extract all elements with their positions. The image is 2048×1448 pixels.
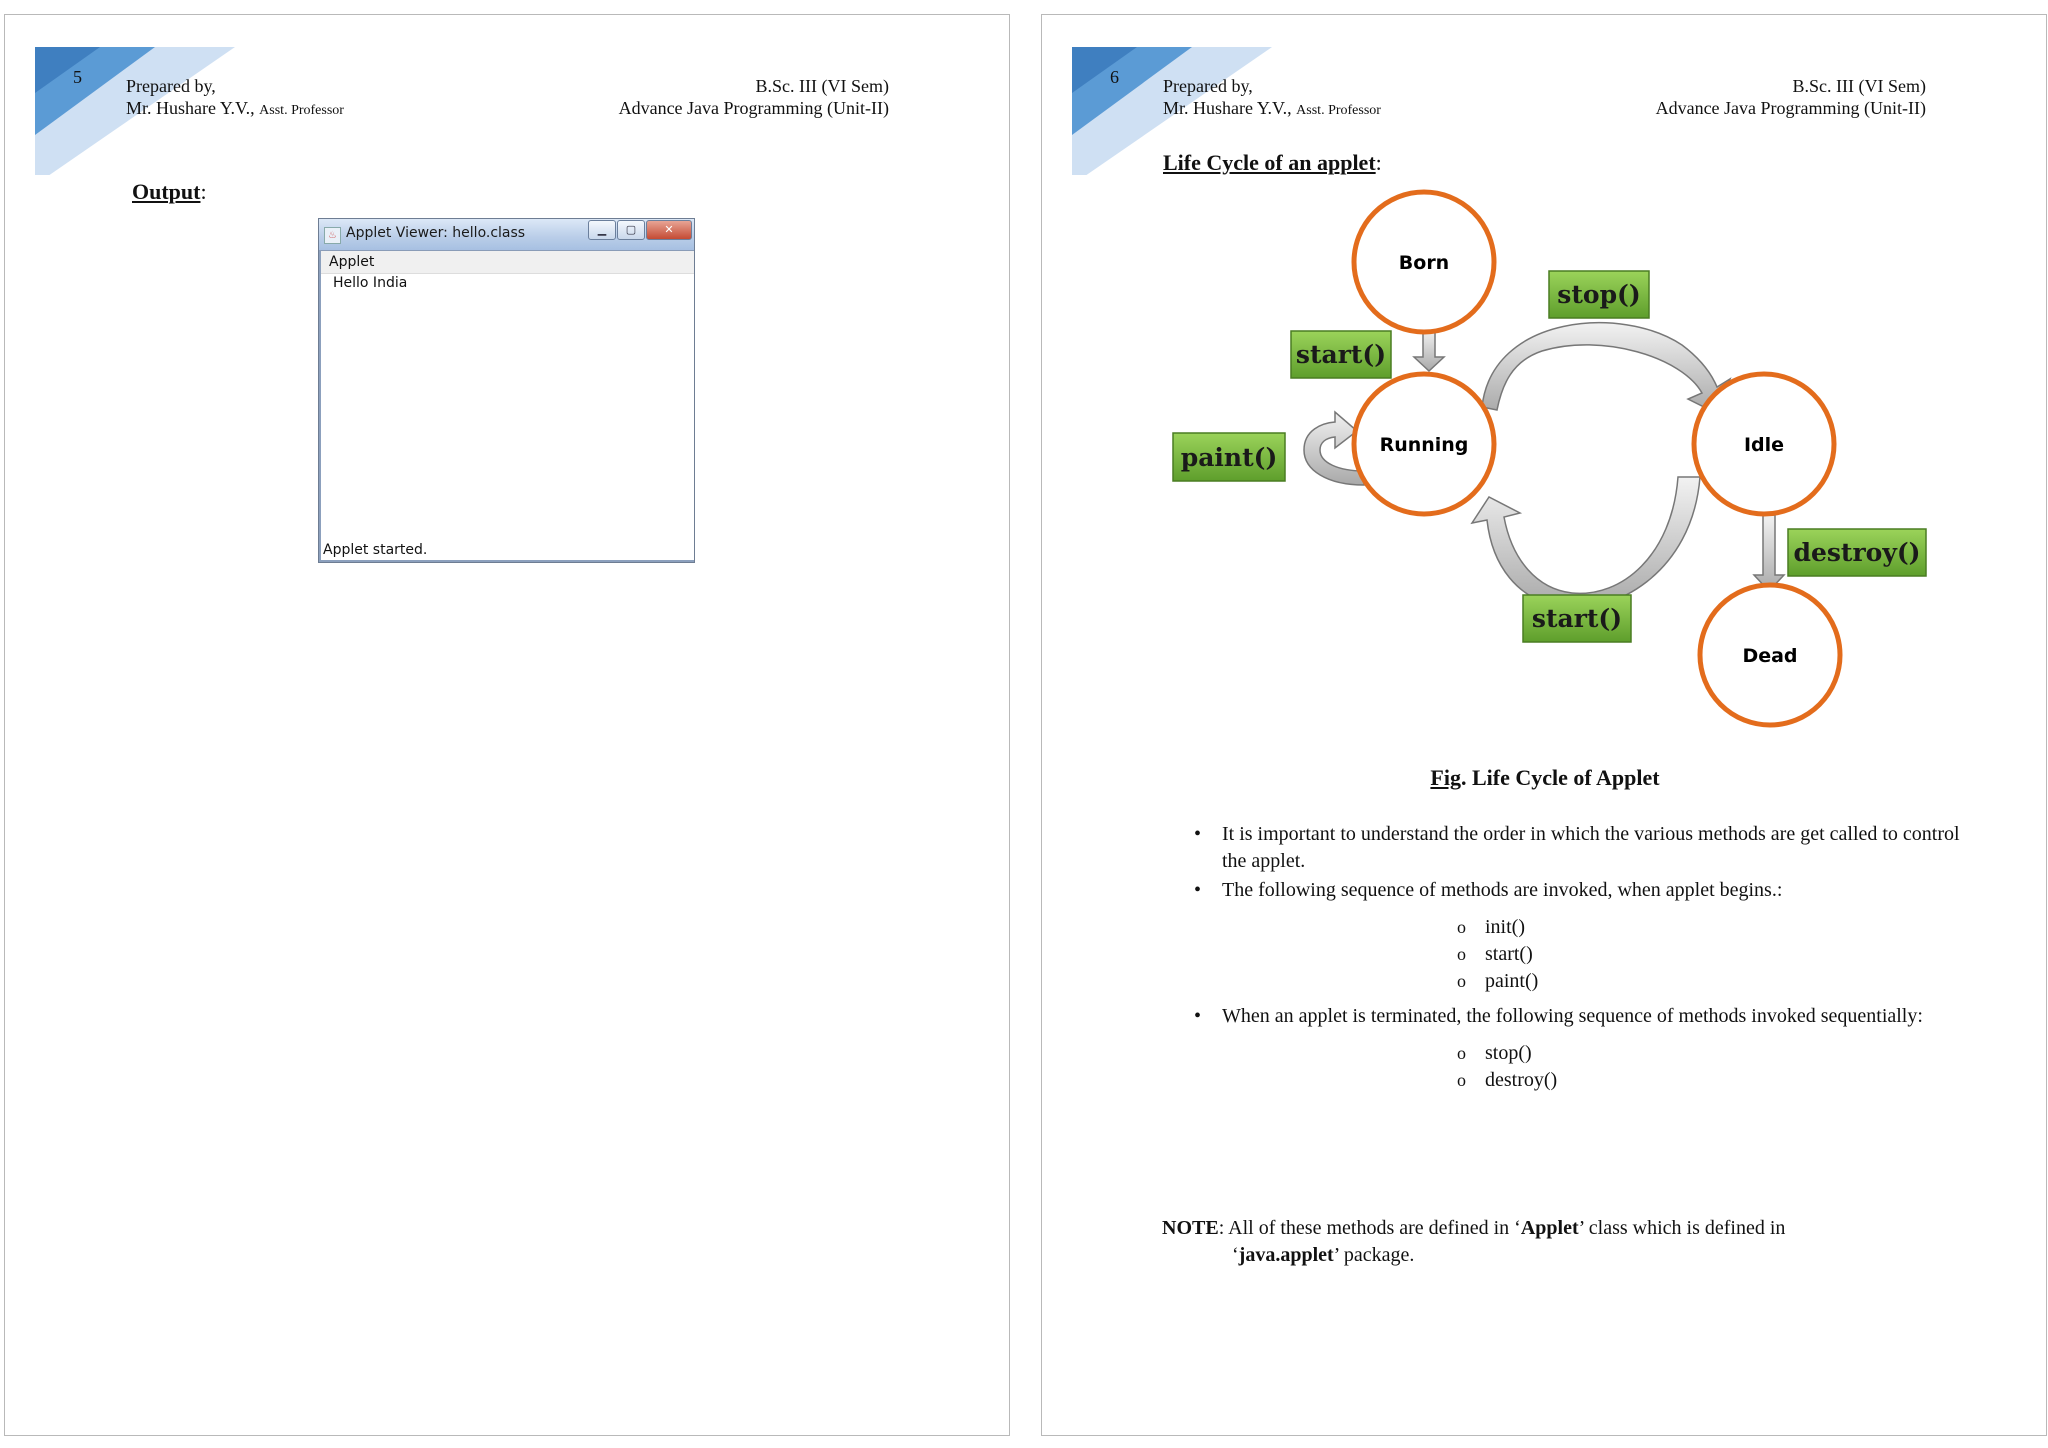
maximize-icon[interactable]: ▢: [617, 220, 645, 240]
page-number: 5: [73, 67, 82, 87]
applet-menu[interactable]: Applet: [329, 254, 375, 270]
header-author: [126, 75, 344, 122]
header-prepared-by: Prepared by,: [126, 76, 216, 96]
bullet-text: It is important to understand the order in which the various methods are get called to control the applet.: [1222, 823, 1960, 872]
applet-window-titlebar[interactable]: [319, 219, 694, 251]
minimize-icon[interactable]: ▁: [588, 220, 616, 240]
note-text: ’ class which is defined in: [1578, 1217, 1786, 1239]
output-heading-text: Output: [132, 179, 201, 204]
note-text: : All of these methods are defined in ‘: [1218, 1217, 1521, 1239]
state-dead-label: Dead: [1742, 645, 1798, 667]
note-paragraph: [1162, 1215, 1962, 1269]
note-label: NOTE: [1162, 1217, 1219, 1239]
bullet-item: [1192, 877, 1972, 904]
method-destroy-label: destroy(): [1793, 538, 1921, 567]
method-paint-label: paint(): [1180, 443, 1278, 472]
applet-viewer-window: [318, 218, 695, 563]
author-title: Asst. Professor: [259, 103, 344, 118]
sub-list-begin: [1457, 914, 1972, 995]
note-package-name: java.applet: [1238, 1244, 1334, 1266]
bullet-list: [1192, 821, 1972, 1114]
figure-caption: [1042, 765, 2047, 791]
arrow-idle-to-running: [1472, 477, 1700, 608]
caption-fig: Fig: [1430, 765, 1461, 790]
life-cycle-heading-text: Life Cycle of an applet: [1163, 150, 1376, 175]
header-subject: Advance Java Programming (Unit-II): [618, 98, 889, 118]
document-page-5: [4, 14, 1010, 1436]
note-text: ’ package.: [1333, 1244, 1415, 1266]
note-text: ‘: [1232, 1244, 1239, 1266]
caption-text: . Life Cycle of Applet: [1460, 765, 1660, 790]
header-class: B.Sc. III (VI Sem): [1792, 76, 1926, 96]
arrow-born-to-running: [1414, 330, 1444, 371]
method-start-bottom-label: start(): [1531, 604, 1623, 633]
bullet-item: [1192, 1003, 1972, 1030]
bullet-text: When an applet is terminated, the following sequence of methods invoked sequentially:: [1222, 1005, 1923, 1027]
header-subject: Advance Java Programming (Unit-II): [1655, 98, 1926, 118]
bullet-item: [1192, 821, 1972, 875]
window-left-border: [319, 250, 321, 562]
document-page-6: [1041, 14, 2047, 1436]
arrow-idle-to-dead: [1754, 515, 1784, 591]
header-class: B.Sc. III (VI Sem): [755, 76, 889, 96]
method-stop-label: stop(): [1557, 280, 1641, 309]
author-name: Mr. Hushare Y.V.,: [1163, 98, 1292, 118]
state-idle-label: Idle: [1743, 434, 1785, 456]
arrow-running-to-idle: [1482, 323, 1730, 413]
header-course: [619, 75, 889, 119]
author-title: Asst. Professor: [1296, 103, 1381, 118]
sub-list-item: o paint(): [1457, 968, 1972, 995]
sub-list-item: o destroy(): [1457, 1067, 1972, 1094]
applet-menu-bar: [319, 251, 694, 274]
sub-list-item: o start(): [1457, 941, 1972, 968]
applet-status-bar: Applet started.: [323, 542, 428, 558]
page-number: 6: [1110, 67, 1119, 87]
applet-output-text: Hello India: [333, 275, 408, 291]
note-line-2: [1162, 1242, 1962, 1269]
window-controls: [587, 220, 692, 240]
bullet-text: The following sequence of methods are invoked, when applet begins.:: [1222, 879, 1783, 901]
sub-list-terminate: [1457, 1040, 1972, 1094]
header-prepared-by: Prepared by,: [1163, 76, 1253, 96]
state-born-label: Born: [1398, 252, 1450, 274]
method-start-top-label: start(): [1295, 340, 1387, 369]
close-icon[interactable]: ✕: [646, 220, 692, 240]
sub-list-item: o stop(): [1457, 1040, 1972, 1067]
note-class-name: Applet: [1520, 1217, 1579, 1239]
section-heading-output: Output:: [132, 179, 207, 204]
header-author-line: [126, 97, 344, 122]
window-bottom-border: [319, 560, 694, 562]
sub-list-item: o init(): [1457, 914, 1972, 941]
state-running-label: Running: [1379, 434, 1469, 456]
applet-life-cycle-diagram: [1042, 15, 2047, 775]
note-line-1: [1162, 1215, 1962, 1242]
java-cup-icon: ♨: [324, 227, 341, 244]
applet-window-title: Applet Viewer: hello.class: [346, 225, 526, 241]
section-heading-life-cycle: Life Cycle of an applet:: [1163, 150, 1382, 175]
author-name: Mr. Hushare Y.V.,: [126, 98, 255, 118]
